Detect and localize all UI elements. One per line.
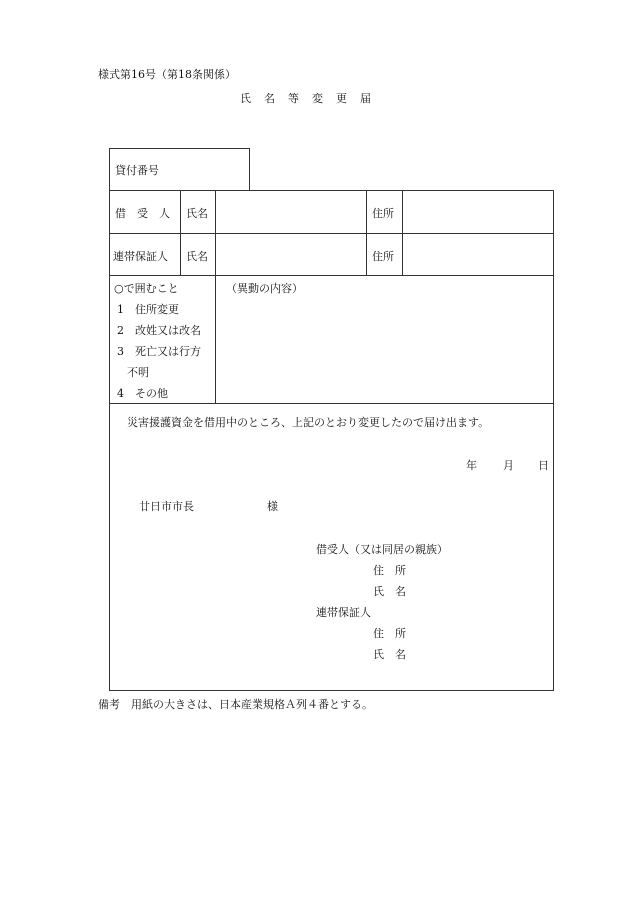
change-option-3-cont: 不明	[127, 366, 149, 379]
declaration-text: 災害援護資金を借用中のところ、上記のとおり変更したので届け出ます。	[127, 416, 490, 429]
borrower-name-field[interactable]	[216, 191, 366, 233]
signature-guarantor-name: 氏 名	[373, 648, 406, 661]
addressee: 廿日市市長	[139, 500, 194, 513]
change-option-4[interactable]: 4 その他	[117, 387, 168, 400]
change-details-label: （異動の内容）	[226, 282, 303, 295]
borrower-label: 借 受 人	[115, 207, 170, 220]
date-day: 日	[538, 459, 549, 472]
change-option-1[interactable]: 1 住所変更	[117, 303, 179, 316]
borrower-address-field[interactable]	[403, 191, 553, 233]
footnote: 備考 用紙の大きさは、日本産業規格Ａ列４番とする。	[98, 698, 373, 711]
loan-number-label: 貸付番号	[115, 164, 159, 177]
guarantor-address-field[interactable]	[403, 234, 553, 275]
change-option-3[interactable]: 3 死亡又は行方	[117, 345, 201, 358]
form-number: 様式第16号（第18条関係）	[98, 68, 236, 81]
borrower-name-label: 氏名	[186, 207, 208, 220]
honorific: 様	[267, 500, 278, 513]
date-month: 月	[503, 459, 514, 472]
signature-guarantor-address: 住 所	[373, 627, 406, 640]
change-details-field[interactable]	[216, 296, 552, 402]
page-title: 氏 名 等 変 更 届	[240, 92, 372, 105]
guarantor-name-label: 氏名	[186, 250, 208, 263]
borrower-address-label: 住所	[372, 207, 394, 220]
change-options-header: ○で囲むこと	[114, 282, 179, 295]
signature-borrower-address: 住 所	[373, 564, 406, 577]
date-year: 年	[466, 459, 477, 472]
signature-borrower-name: 氏 名	[373, 585, 406, 598]
signature-guarantor-label: 連帯保証人	[316, 606, 371, 619]
signature-borrower-label: 借受人（又は同居の親族）	[316, 543, 448, 556]
change-option-2[interactable]: 2 改姓又は改名	[117, 324, 201, 337]
guarantor-label: 連帯保証人	[113, 250, 168, 263]
guarantor-name-field[interactable]	[216, 234, 366, 275]
guarantor-address-label: 住所	[372, 250, 394, 263]
